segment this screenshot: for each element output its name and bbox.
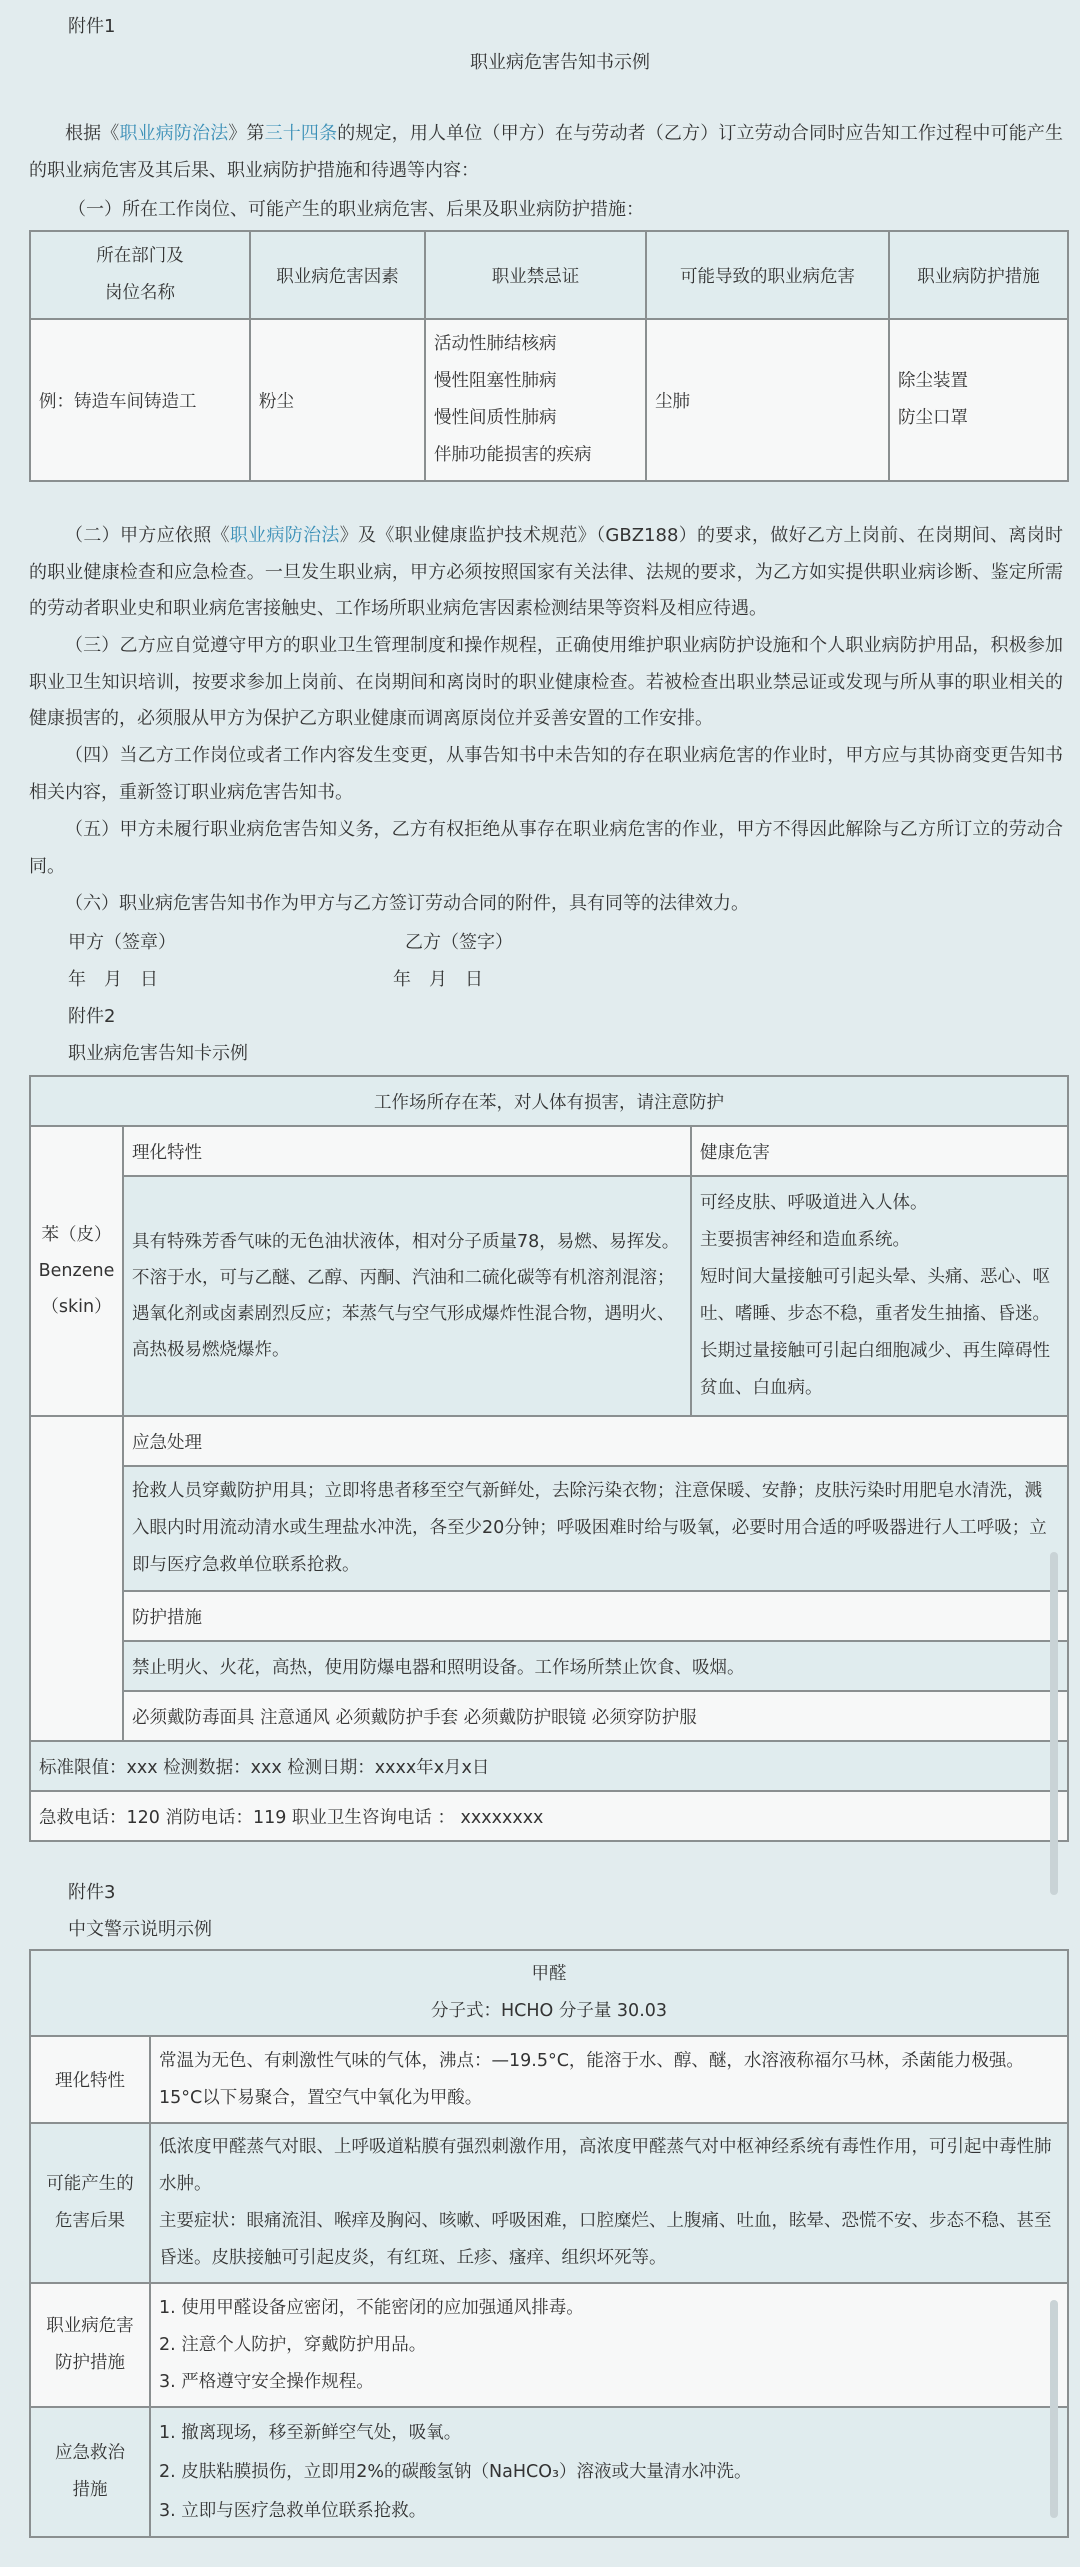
section2-text: 》及《职业健康监护技术规范》（GBZ188）的要求，做好乙方上岗前、在岗期间、离岗时的职业健康检查和应急检查。一旦发生职业病，甲方必须按照国家有关法律、法规的要求，为乙方如实提供职业病诊断、鉴定所需的劳动者职业史和职业病危害接触史、工作场所职业病危害因素检测结果等资料及相应待遇。 [29, 525, 1064, 619]
substance-name: 苯（皮） Benzene （skin） [30, 1126, 123, 1416]
annex1-table [29, 230, 1069, 482]
card-banner: 工作场所存在苯，对人体有损害，请注意防护 [30, 1076, 1068, 1126]
row-text-properties: 常温为无色、有刺激性气味的气体，沸点：—19.5°C，能溶于水、醇、醚，水溶液称福尔马林，杀菌能力极强。15°C以下易聚合，置空气中氧化为甲酸。 [150, 2036, 1068, 2123]
cell-dept: 例：铸造车间铸造工 [30, 319, 250, 481]
section4: （四）当乙方工作岗位或者工作内容发生变更，从事告知书中未告知的存在职业病危害的作业时，甲方应与其协商变更告知书相关内容，重新签订职业病危害告知书。 [29, 745, 1063, 803]
chemical-formula: 分子式：HCHO 分子量 30.03 [430, 2001, 668, 2021]
props-text: 具有特殊芳香气味的无色油状液体，相对分子质量78，易燃、易挥发。不溶于水，可与乙醚、乙醇、丙酮、汽油和二硫化碳等有机溶剂混溶；遇氧化剂或卤素剧烈反应；苯蒸气与空气形成爆炸性混合物，遇明火、高热极易燃烧爆炸。 [123, 1176, 691, 1416]
card-left-blank [30, 1416, 123, 1741]
annex2-label: 附件2 [68, 1006, 116, 1027]
cell-disease: 尘肺 [646, 319, 889, 481]
annex1-label: 附件1 [68, 16, 116, 37]
chemical-name: 甲醛 [531, 1964, 567, 1984]
header-contraindication: 职业禁忌证 [425, 231, 646, 319]
protect-label: 防护措施 [123, 1591, 1068, 1641]
header-disease: 可能导致的职业病危害 [646, 231, 889, 319]
intro-text: 》第 [228, 123, 265, 144]
card-scrollbar[interactable] [1050, 1552, 1058, 1895]
row-label-emergency: 应急救治 措施 [30, 2407, 150, 2537]
intro-text: 根据《 [65, 123, 120, 144]
annex1-title: 职业病危害告知书示例 [470, 52, 650, 73]
emergency-label: 应急处理 [123, 1416, 1068, 1466]
intro-text: 的规定，用人单位（甲方）在与劳动者（乙方）订立劳动合同时应告知工作过程中可能产生的职业病危害及其后果、职业病防护措施和待遇等内容： [29, 123, 1064, 181]
props-label: 理化特性 [123, 1126, 691, 1176]
party-a-date: 年 月 日 [68, 969, 158, 990]
section2 [29, 518, 1063, 628]
row-text-consequences: 低浓度甲醛蒸气对眼、上呼吸道粘膜有强烈刺激作用，高浓度甲醛蒸气对中枢神经系统有毒性作用，可引起中毒性肺水肿。 主要症状：眼痛流泪、喉痒及胸闷、咳嗽、呼吸困难，口腔糜烂、上腹痛、吐血，眩晕、恐慌不安、步态不稳、甚至昏迷。皮肤接触可引起皮炎，有红斑、丘疹、瘙痒、组织坏死等。 [150, 2123, 1068, 2283]
hazard-card [29, 1075, 1069, 1842]
annex3-title: 中文警示说明示例 [68, 1919, 212, 1940]
row-label-protection: 职业病危害 防护措施 [30, 2283, 150, 2407]
header-dept: 所在部门及 岗位名称 [30, 231, 250, 319]
party-b-date: 年 月 日 [393, 969, 483, 990]
section5: （五）甲方未履行职业病危害告知义务，乙方有权拒绝从事存在职业病危害的作业，甲方不得因此解除与乙方所订立的劳动合同。 [29, 819, 1063, 877]
party-b-signature: 乙方（签字） [405, 932, 513, 953]
cell-measures: 除尘装置 防尘口罩 [889, 319, 1068, 481]
party-a-signature: 甲方（签章） [68, 932, 176, 953]
phones-text: 急救电话：120 消防电话：119 职业卫生咨询电话 ： xxxxxxxx [30, 1791, 1068, 1841]
header-factor: 职业病危害因素 [250, 231, 425, 319]
emergency-text: 抢救人员穿戴防护用具；立即将患者移至空气新鲜处，去除污染衣物；注意保暖、安静；皮肤污染时用肥皂水清洗，溅入眼内时用流动清水或生理盐水冲洗，各至少20分钟；呼吸困难时给与吸氧，必要时用合适的呼吸器进行人工呼吸；立即与医疗急救单位联系抢救。 [123, 1466, 1068, 1591]
row-text-protection: 1. 使用甲醛设备应密闭，不能密闭的应加强通风排毒。 2. 注意个人防护，穿戴防护用品。 3. 严格遵守安全操作规程。 [150, 2283, 1068, 2407]
health-text: 可经皮肤、呼吸道进入人体。 主要损害神经和造血系统。 短时间大量接触可引起头晕、头痛、恶心、呕吐、嗜睡、步态不稳，重者发生抽搐、昏迷。长期过量接触可引起白细胞减少、再生障碍性贫血、白血病。 [691, 1176, 1068, 1416]
law-link[interactable]: 职业病防治法 [119, 123, 229, 144]
row-text-emergency: 1. 撤离现场，移至新鲜空气处，吸氧。 2. 皮肤粘膜损伤，立即用2%的碳酸氢钠（NaHCO₃）溶液或大量清水冲洗。 3. 立即与医疗急救单位联系抢救。 [150, 2407, 1068, 2537]
header-measures: 职业病防护措施 [889, 231, 1068, 319]
section1-text: （一）所在工作岗位、可能产生的职业病危害、后果及职业病防护措施： [68, 199, 644, 220]
warning-table-scrollbar[interactable] [1050, 2300, 1058, 2518]
ppe-text: 必须戴防毒面具 注意通风 必须戴防护手套 必须戴防护眼镜 必须穿防护服 [123, 1691, 1068, 1741]
section6: （六）职业病危害告知书作为甲方与乙方签订劳动合同的附件，具有同等的法律效力。 [65, 893, 749, 914]
annex3-label: 附件3 [68, 1882, 116, 1903]
row-label-properties: 理化特性 [30, 2036, 150, 2123]
chemical-header [30, 1950, 1068, 2036]
law-link-2[interactable]: 职业病防治法 [229, 525, 340, 546]
article-link[interactable]: 三十四条 [264, 123, 338, 144]
section2-text: （二）甲方应依照《 [65, 525, 230, 546]
protect-text: 禁止明火、火花，高热，使用防爆电器和照明设备。工作场所禁止饮食、吸烟。 [123, 1641, 1068, 1691]
row-label-consequences: 可能产生的 危害后果 [30, 2123, 150, 2283]
annex2-title: 职业病危害告知卡示例 [68, 1043, 248, 1064]
annex1-intro [29, 116, 1063, 189]
cell-contraindications: 活动性肺结核病 慢性阻塞性肺病 慢性间质性肺病 伴肺功能损害的疾病 [425, 319, 646, 481]
health-label: 健康危害 [691, 1126, 1068, 1176]
section3: （三）乙方应自觉遵守甲方的职业卫生管理制度和操作规程，正确使用维护职业病防护设施和个人职业病防护用品，积极参加职业卫生知识培训，按要求参加上岗前、在岗期间和离岗时的职业健康检查。若被检查出职业禁忌证或发现与所从事的职业相关的健康损害的，必须服从甲方为保护乙方职业健康而调离原岗位并妥善安置的工作安排。 [29, 635, 1063, 729]
cell-factor: 粉尘 [250, 319, 425, 481]
warning-table [29, 1949, 1069, 2538]
limits-text: 标准限值：xxx 检测数据：xxx 检测日期：xxxx年x月x日 [30, 1741, 1068, 1791]
